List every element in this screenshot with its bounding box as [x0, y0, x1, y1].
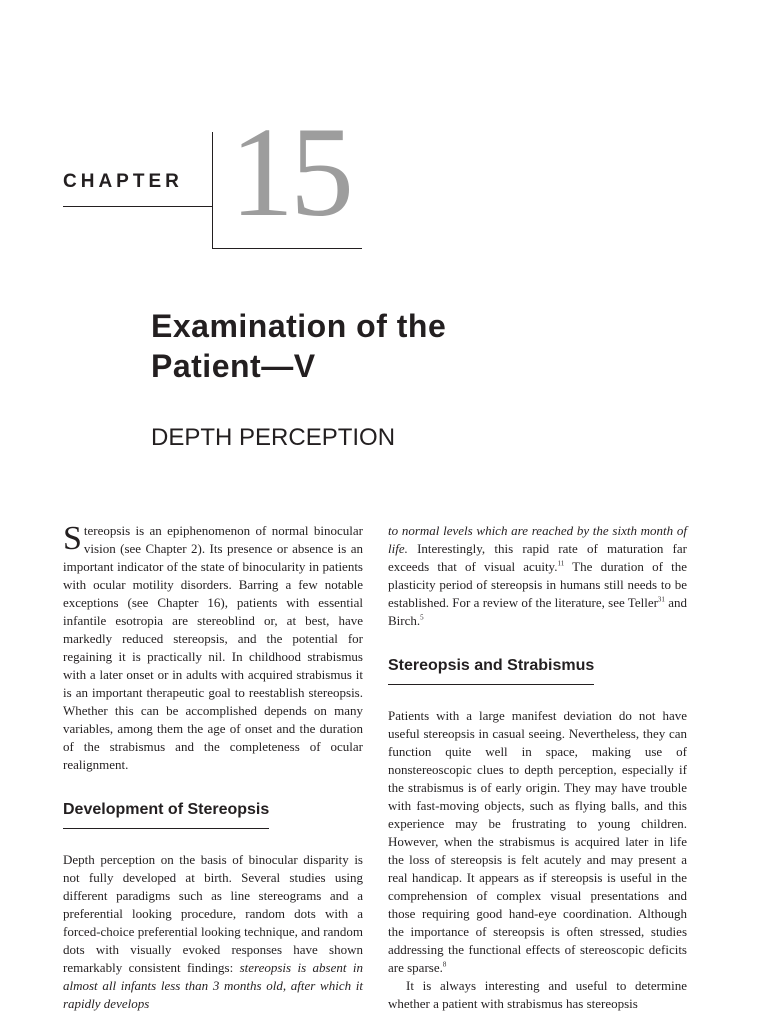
intro-paragraph — [63, 522, 363, 774]
citation-31: 31 — [657, 595, 665, 604]
drop-cap: S — [63, 520, 82, 557]
section-heading-strabismus: Stereopsis and Strabismus — [388, 657, 595, 674]
chapter-rule-vertical — [212, 132, 213, 249]
last-paragraph: It is always interesting and useful to determine whether a patient with strabismus has stereopsis — [388, 978, 687, 1011]
development-italic: stereopsis is absent in almost all infants less than 3 months old, after which it rapidly develops — [63, 960, 363, 1011]
title-line-2: Patient—V — [151, 348, 316, 384]
strabismus-text: Patients with a large manifest deviation do not have useful stereopsis in casual seeing. Nevertheless, they can function quite well in space, making use of nonstereoscopic clues to depth perception, especially if the strabismus is of early origin. They may have trouble with fast-moving objects, such as flying balls, and this experience may be frustrating to young children. However, when the strabismus is acquired later in life the loss of stereopsis is felt acutely and may present a real handicap. It appears as if stereopsis is useful in the comprehension of complex visual presentations and those requiring good hand-eye coordination. Although the importance of stereopsis is often stressed, studies addressing the functional effects of stereoscopic deficits are sparse. — [388, 708, 687, 975]
chapter-label: CHAPTER — [63, 171, 183, 192]
citation-8: 8 — [442, 960, 447, 969]
strabismus-paragraph — [388, 707, 687, 977]
section-heading-development: Development of Stereopsis — [63, 801, 270, 818]
left-column — [63, 522, 363, 1013]
chapter-number: 15 — [230, 101, 350, 243]
continuation-italic: to normal levels which are reached by the sixth month of life. — [388, 523, 687, 556]
right-column — [388, 522, 687, 1013]
citation-11: 11 — [557, 559, 565, 568]
continuation-text-c: and Birch. — [388, 595, 687, 628]
section-heading-development-wrap — [63, 800, 269, 829]
development-text: Depth perception on the basis of binocular disparity is not fully developed at birth. Several studies using different paradigms such as line stereograms and a preferential looking procedure, random dots with a forced-choice preferential looking technique, and random dots with visually evoked responses have shown remarkably consistent findings: — [63, 852, 363, 975]
section-heading-strabismus-wrap — [388, 656, 594, 685]
title-line-1: Examination of the — [151, 308, 447, 344]
chapter-rule-bottom — [212, 248, 362, 249]
intro-text: tereopsis is an epiphenomenon of normal binocular vision (see Chapter 2). Its presence or absence is an important indicator of the state of binocularity in patients with ocular motility disorders. Barring a few notable exceptions (see Chapter 16), patients with essential infantile esotropia are stereoblind or, at best, have markedly reduced stereopsis, and the potential for regaining it is practically nil. In childhood strabismus with a later onset or in adults with acquired strabismus it is an important therapeutic goal to reestablish stereopsis. Whether this can be accomplished depends on many variables, among them the age of onset and the duration of the strabismus and the completeness of ocular realignment. — [63, 523, 363, 772]
chapter-rule-left — [63, 206, 213, 207]
citation-5: 5 — [420, 613, 424, 622]
continuation-text-b: The duration of the plasticity period of stereopsis in humans still needs to be established. For a review of the literature, see Teller — [388, 559, 688, 610]
chapter-subtitle: DEPTH PERCEPTION — [151, 424, 396, 451]
continuation-paragraph — [388, 522, 687, 630]
continuation-text-a: Interestingly, this rapid rate of maturation far exceeds that of visual acuity. — [388, 541, 687, 574]
development-paragraph — [63, 851, 363, 1013]
chapter-title — [151, 306, 446, 386]
